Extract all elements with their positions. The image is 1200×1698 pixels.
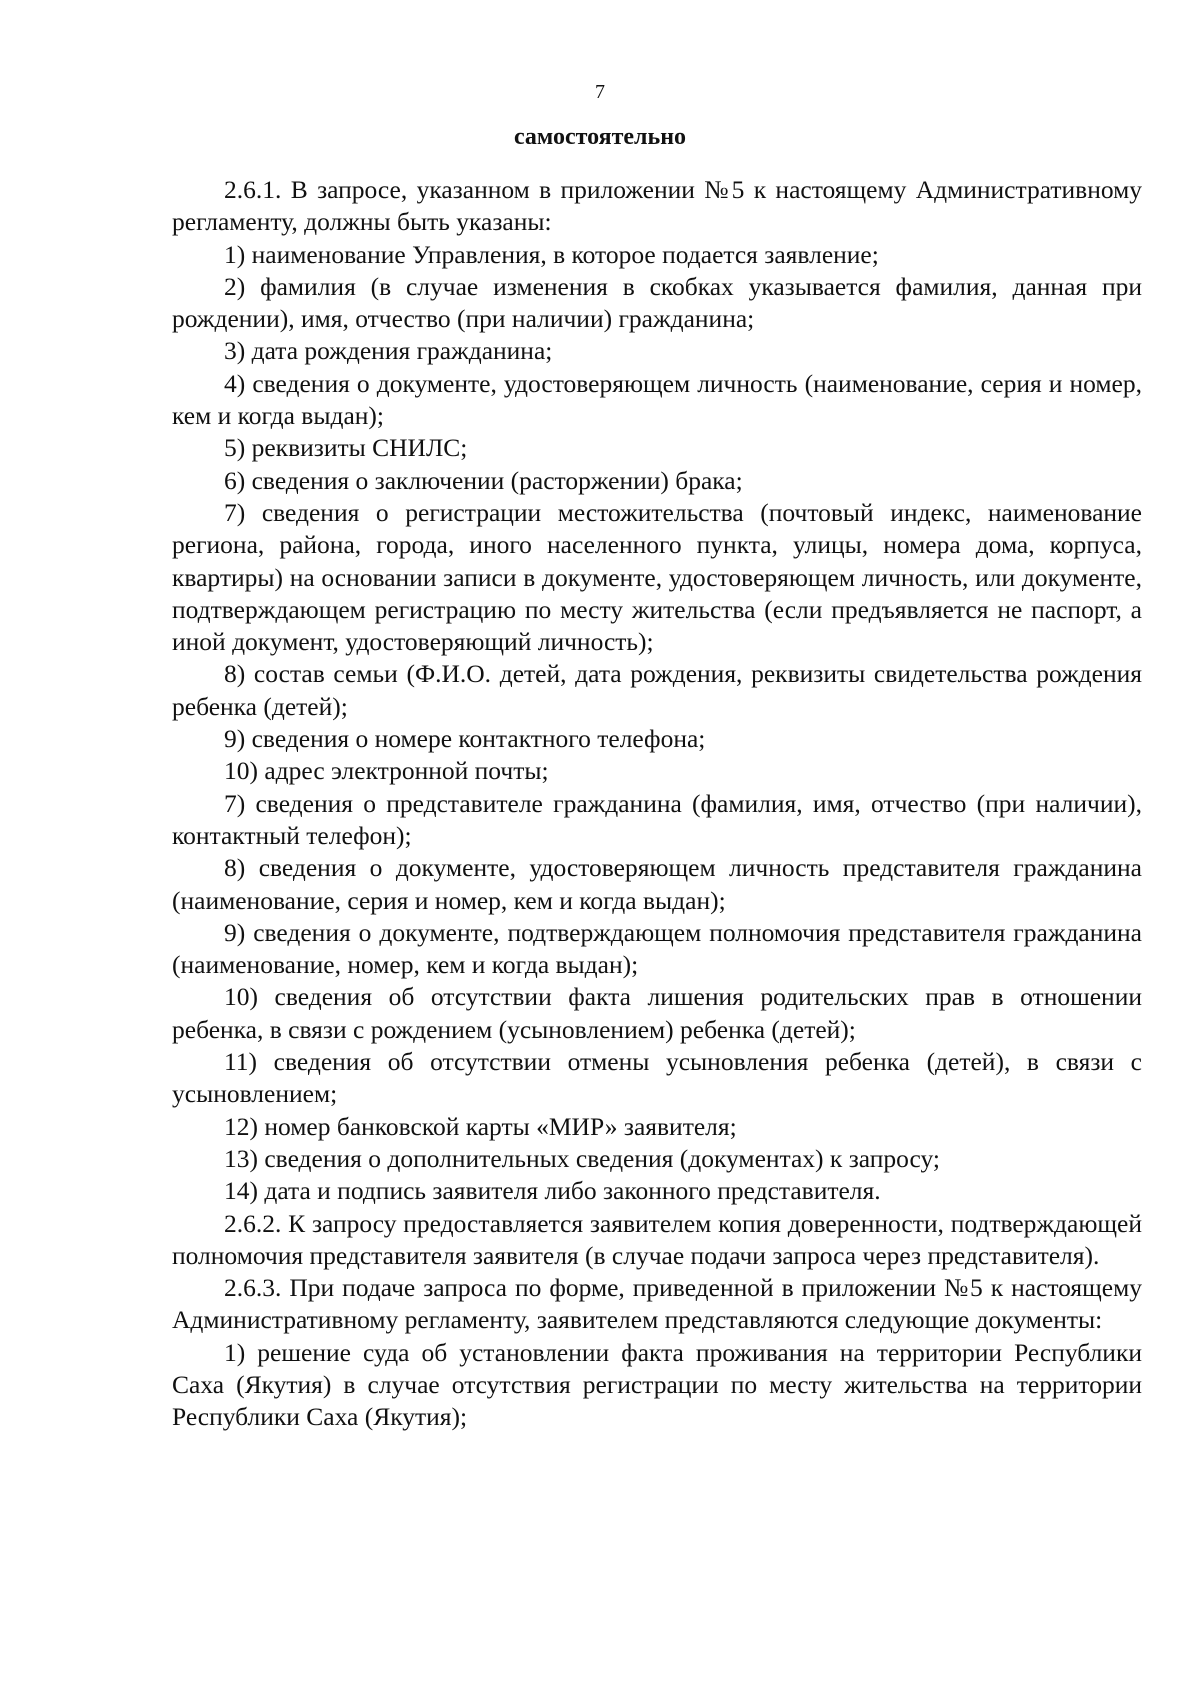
section-heading: самостоятельно (513, 124, 687, 150)
list-item-10: 10) адрес электронной почты; (224, 756, 549, 786)
list-item-2: 2) фамилия (в случае изменения в скобках указывается фамилия, данная при рождении), имя, отчество (при наличии) гражданина; (172, 271, 1142, 334)
paragraph-2-6-2: 2.6.2. К запросу предоставляется заявителем копия доверенности, подтверждающей полномочия представителя заявителя (в случае подачи запроса через представителя). (172, 1208, 1142, 1270)
list-item-11-adoption: 11) сведения об отсутствии отмены усыновления ребенка (детей), в связи с усыновлением; (172, 1047, 1142, 1109)
paragraph-2-6-3: 2.6.3. При подаче запроса по форме, приведенной в приложении №5 к настоящему Административному регламенту, заявителем представляются следующие документы: (172, 1273, 1142, 1335)
list-item-10-parental-rights: 10) сведения об отсутствии факта лишения родительских прав в отношении ребенка, в связи с рождением (усыновлением) ребенка (детей); (172, 982, 1142, 1044)
document-body (172, 174, 1142, 1434)
list-item-12-bank-card: 12) номер банковской карты «МИР» заявителя; (224, 1111, 737, 1141)
list-item-14-signature: 14) дата и подпись заявителя либо законного представителя. (224, 1176, 881, 1206)
list-item-4: 4) сведения о документе, удостоверяющем личность (наименование, серия и номер, кем и когда выдан); (172, 368, 1142, 431)
document-item-1-court-decision: 1) решение суда об установлении факта проживания на территории Республики Саха (Якутия) в случае отсутствия регистрации по месту жительства на территории Республики Саха (Якутия); (172, 1337, 1142, 1432)
list-item-3: 3) дата рождения гражданина; (224, 336, 553, 366)
list-item-13-additional-info: 13) сведения о дополнительных сведения (документах) к запросу; (224, 1143, 941, 1173)
list-item-9: 9) сведения о номере контактного телефона; (224, 724, 706, 754)
list-item-6: 6) сведения о заключении (расторжении) брака; (224, 465, 743, 495)
list-item-7-representative: 7) сведения о представителе гражданина (фамилия, имя, отчество (при наличии), контактный телефон); (172, 788, 1142, 850)
paragraph-2-6-1: 2.6.1. В запросе, указанном в приложении №5 к настоящему Административному регламенту, должны быть указаны: (172, 175, 1142, 237)
list-item-8: 8) состав семьи (Ф.И.О. детей, дата рождения, реквизиты свидетельства рождения ребенка (детей); (172, 659, 1142, 721)
list-item-7: 7) сведения о регистрации местожительства (почтовый индекс, наименование региона, района, города, иного населенного пункта, улицы, номера дома, корпуса, квартиры) на основании записи в документе, удостоверяющем личность, или документе, подтверждающем регистрацию по месту жительства (если предъявляется не паспорт, а иной документ, удостоверяющий личность); (172, 497, 1142, 657)
list-item-1: 1) наименование Управления, в которое подается заявление; (224, 239, 879, 269)
page-number: 7 (595, 81, 605, 103)
list-item-9-representative-authority: 9) сведения о документе, подтверждающем полномочия представителя гражданина (наименование, номер, кем и когда выдан); (172, 917, 1142, 980)
list-item-5: 5) реквизиты СНИЛС; (224, 433, 468, 463)
list-item-8-representative-id: 8) сведения о документе, удостоверяющем личность представителя гражданина (наименование, серия и номер, кем и когда выдан); (172, 853, 1142, 915)
